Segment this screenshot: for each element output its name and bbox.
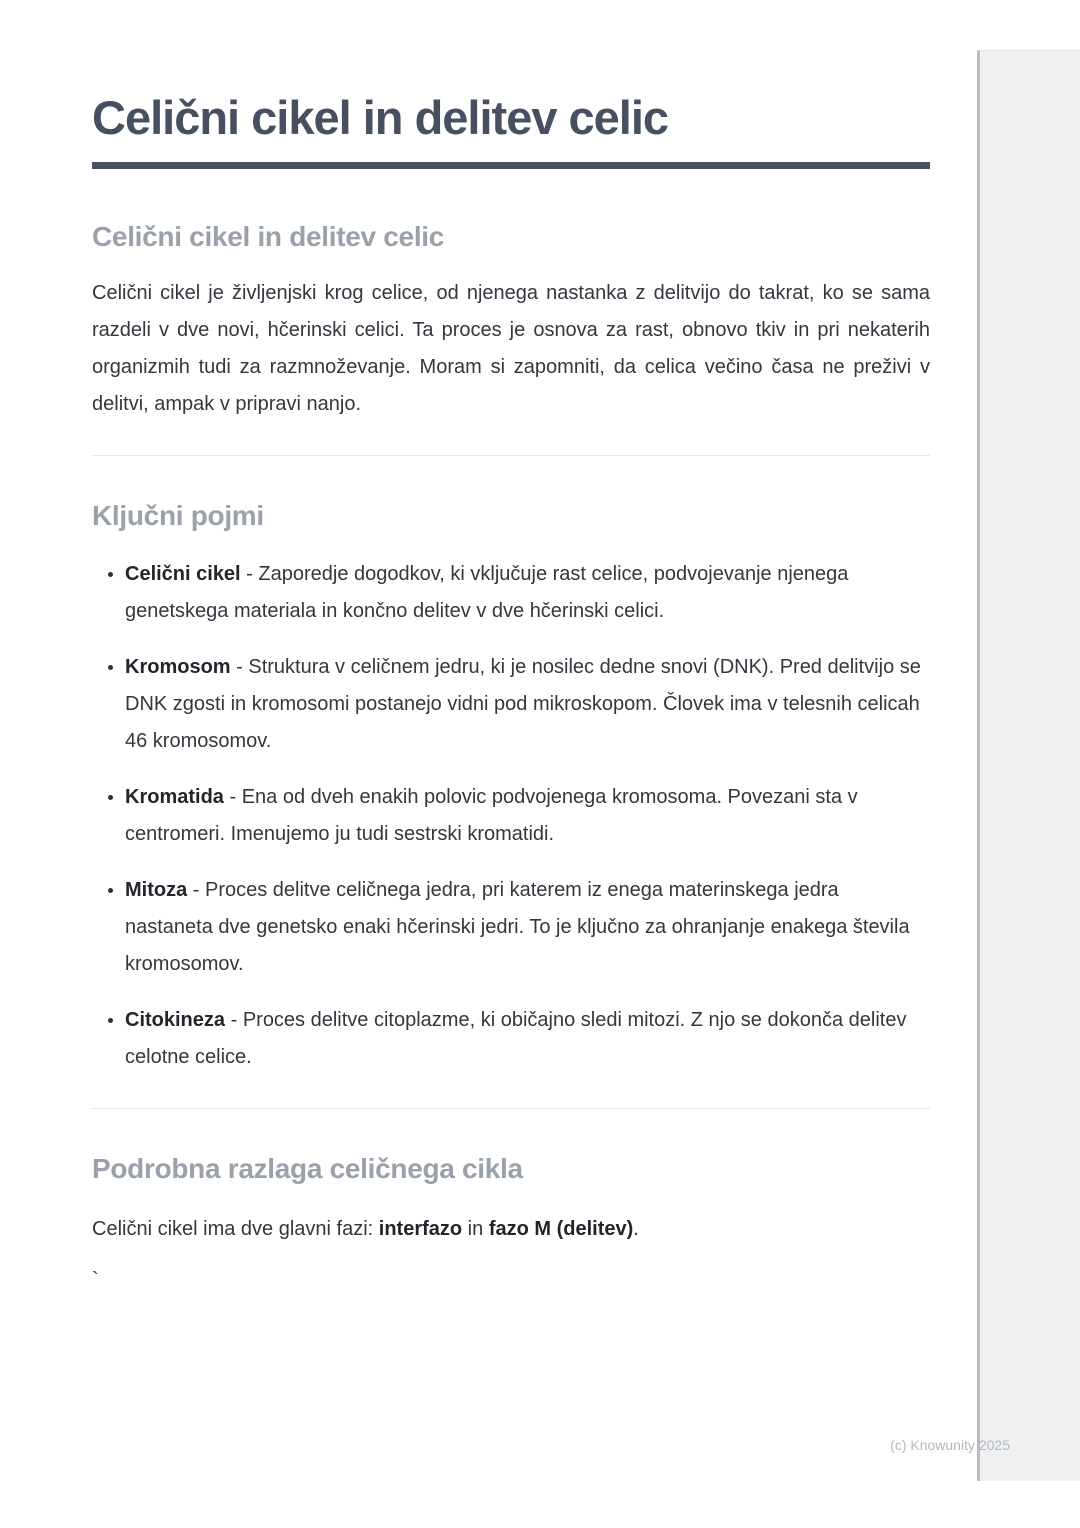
term-description: Proces delitve celičnega jedra, pri katerem iz enega materinskega jedra nastaneta dve genetsko enaki hčerinski jedri. To je ključno za ohranjanje enakega števila kromosomov. (125, 879, 910, 975)
section-intro (92, 221, 930, 423)
next-page-edge (977, 50, 1080, 1481)
phases-text-middle: in (462, 1218, 489, 1241)
section-divider (92, 1108, 930, 1109)
section-key-terms (92, 500, 930, 1076)
intro-paragraph: Celični cikel je življenjski krog celice, od njenega nastanka z delitvijo do takrat, ko se sama razdeli v dve novi, hčerinski celici. Ta proces je osnova za rast, obnovo tkiv in pri nekaterih organizmih tudi za razmnoževanje. Moram si zapomniti, da celica večino časa ne preživi v delitvi, ampak v pripravi nanjo. (92, 281, 930, 415)
term-item (125, 872, 930, 983)
detailed-heading: Podrobna razlaga celičnega cikla (92, 1153, 523, 1184)
term-description: Proces delitve citoplazme, ki običajno sledi mitozi. Z njo se dokonča delitev celotne celice. (125, 1009, 907, 1068)
phases-text-end: . (633, 1218, 639, 1241)
footer-watermark: (c) Knowunity 2025 (890, 1437, 1010, 1453)
phases-text-start: Celični cikel ima dve glavni fazi: (92, 1218, 379, 1241)
phase-interphase: interfazo (378, 1218, 463, 1241)
phase-m-division: fazo M (delitev) (488, 1218, 634, 1241)
term-item (125, 1002, 930, 1076)
stray-backtick: ` (92, 1269, 99, 1292)
term-separator: - (187, 879, 205, 901)
term-item (125, 556, 930, 630)
title-underline-rule (92, 162, 930, 169)
term-description: Zaporedje dogodkov, ki vključuje rast celice, podvojevanje njenega genetskega materiala in končno delitev v dve hčerinski celici. (125, 563, 849, 622)
term-item (125, 649, 930, 760)
term-description: Ena od dveh enakih polovic podvojenega kromosoma. Povezani sta v centromeri. Imenujemo ju tudi sestrski kromatidi. (125, 786, 858, 845)
term-label: Citokineza (125, 1009, 226, 1031)
term-label: Kromosom (125, 656, 231, 678)
section-detailed (92, 1153, 930, 1290)
section-divider (92, 455, 930, 456)
phases-paragraph (92, 1211, 930, 1248)
term-label: Kromatida (125, 786, 224, 808)
page-title: Celični cikel in delitev celic (92, 91, 669, 144)
term-item (125, 779, 930, 853)
key-terms-heading: Ključni pojmi (92, 499, 264, 531)
term-separator: - (240, 563, 259, 585)
term-separator: - (223, 786, 242, 808)
term-separator: - (230, 656, 249, 678)
term-description: Struktura v celičnem jedru, ki je nosilec dedne snovi (DNK). Pred delitvijo se DNK zgosti in kromosomi postanejo vidni pod mikroskopom. Človek ima v telesnih celicah 46 kromosomov. (125, 656, 921, 752)
document-content (92, 0, 930, 1290)
term-label: Mitoza (125, 879, 188, 901)
intro-heading: Celični cikel in delitev celic (92, 220, 445, 252)
key-terms-list (92, 556, 930, 1076)
term-separator: - (225, 1009, 243, 1031)
term-label: Celični cikel (125, 563, 241, 585)
